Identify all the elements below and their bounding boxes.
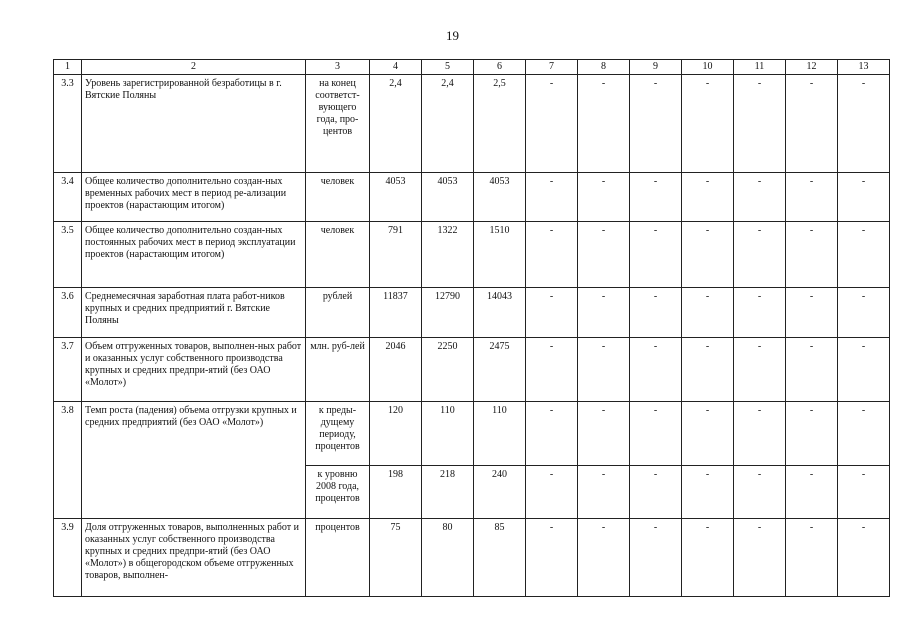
table-cell: -: [578, 75, 630, 173]
table-cell: -: [838, 338, 890, 402]
table-cell: -: [630, 519, 682, 597]
row-description: Доля отгруженных товаров, выполненных работ и оказанных услуг собственного производства крупных и средних предпри-ятий (без ОАО «Молот») в общегородском объеме отгруженных товаров, выполнен-: [82, 519, 306, 597]
row-unit: рублей: [306, 288, 370, 338]
column-header: 13: [838, 60, 890, 75]
table-cell: 85: [474, 519, 526, 597]
table-cell: -: [786, 75, 838, 173]
table-cell: 4053: [370, 173, 422, 222]
table-row: [54, 75, 890, 173]
table-cell: -: [578, 338, 630, 402]
row-unit: к преды-дущему периоду, процентов: [306, 402, 370, 466]
table-cell: 2,4: [422, 75, 474, 173]
row-number: 3.9: [54, 519, 82, 597]
table-cell: 1322: [422, 222, 474, 288]
table-cell: 80: [422, 519, 474, 597]
row-description: Общее количество дополнительно создан-ных постоянных рабочих мест в период эксплуатации проектов (нарастающим итогом): [82, 222, 306, 288]
table-cell: -: [734, 466, 786, 519]
table-cell: 4053: [422, 173, 474, 222]
table-cell: -: [578, 173, 630, 222]
row-unit: млн. руб-лей: [306, 338, 370, 402]
table-cell: 110: [474, 402, 526, 466]
table-cell: -: [838, 402, 890, 466]
row-number: 3.8: [54, 402, 82, 519]
table-cell: -: [682, 402, 734, 466]
table-cell: 198: [370, 466, 422, 519]
table-cell: -: [578, 288, 630, 338]
table-cell: 240: [474, 466, 526, 519]
column-header: 10: [682, 60, 734, 75]
table-row: [54, 519, 890, 597]
table-cell: -: [786, 519, 838, 597]
table-cell: 791: [370, 222, 422, 288]
table-cell: -: [734, 402, 786, 466]
row-description: Общее количество дополнительно создан-ных временных рабочих мест в период ре-ализации проектов (нарастающим итогом): [82, 173, 306, 222]
column-header: 7: [526, 60, 578, 75]
table-cell: 2,5: [474, 75, 526, 173]
table-cell: 2250: [422, 338, 474, 402]
table-cell: 4053: [474, 173, 526, 222]
row-description: Уровень зарегистрированной безработицы в г. Вятские Поляны: [82, 75, 306, 173]
table-cell: 110: [422, 402, 474, 466]
table-cell: -: [630, 338, 682, 402]
table-cell: -: [578, 402, 630, 466]
table-cell: -: [682, 519, 734, 597]
table-cell: 11837: [370, 288, 422, 338]
column-header: 8: [578, 60, 630, 75]
table-cell: -: [630, 173, 682, 222]
column-header: 2: [82, 60, 306, 75]
table-cell: -: [682, 338, 734, 402]
table-cell: 14043: [474, 288, 526, 338]
table-cell: -: [682, 466, 734, 519]
row-unit: на конец соответст-вующего года, про-центов: [306, 75, 370, 173]
column-header: 6: [474, 60, 526, 75]
row-unit: процентов: [306, 519, 370, 597]
table-cell: -: [734, 173, 786, 222]
table-cell: -: [630, 75, 682, 173]
table-row: [54, 402, 890, 466]
table-cell: -: [786, 222, 838, 288]
table-cell: -: [578, 222, 630, 288]
table-cell: 218: [422, 466, 474, 519]
row-description: Объем отгруженных товаров, выполнен-ных работ и оказанных услуг собственного производства крупных и средних предпри-ятий (без ОАО «Молот»): [82, 338, 306, 402]
table-row: [54, 173, 890, 222]
table-cell: -: [838, 519, 890, 597]
indicators-table: [53, 59, 890, 597]
table-cell: 2046: [370, 338, 422, 402]
table-cell: -: [838, 75, 890, 173]
table-cell: 12790: [422, 288, 474, 338]
column-header: 4: [370, 60, 422, 75]
table-cell: -: [838, 222, 890, 288]
row-unit: к уровню 2008 года, процентов: [306, 466, 370, 519]
table-cell: -: [734, 338, 786, 402]
table-cell: -: [682, 173, 734, 222]
table-cell: -: [734, 519, 786, 597]
row-description: Среднемесячная заработная плата работ-ников крупных и средних предприятий г. Вятские Поляны: [82, 288, 306, 338]
table-row: [54, 288, 890, 338]
column-header: 1: [54, 60, 82, 75]
column-header: 5: [422, 60, 474, 75]
table-cell: -: [526, 173, 578, 222]
column-header: 12: [786, 60, 838, 75]
table-cell: -: [630, 222, 682, 288]
table-cell: -: [578, 466, 630, 519]
table-cell: -: [526, 519, 578, 597]
table-cell: -: [786, 288, 838, 338]
table-cell: -: [526, 288, 578, 338]
row-description: Темп роста (падения) объема отгрузки крупных и средних предприятий (без ОАО «Молот»): [82, 402, 306, 519]
table-cell: -: [734, 222, 786, 288]
row-number: 3.5: [54, 222, 82, 288]
table-cell: -: [786, 173, 838, 222]
row-number: 3.4: [54, 173, 82, 222]
row-number: 3.6: [54, 288, 82, 338]
table-cell: -: [838, 288, 890, 338]
table-row: [54, 338, 890, 402]
table-cell: -: [786, 466, 838, 519]
header-row: [54, 60, 890, 75]
table-cell: -: [526, 75, 578, 173]
table-cell: -: [630, 402, 682, 466]
row-unit: человек: [306, 222, 370, 288]
table-cell: -: [526, 338, 578, 402]
table-cell: -: [682, 222, 734, 288]
table-cell: -: [630, 466, 682, 519]
column-header: 9: [630, 60, 682, 75]
table-cell: -: [786, 338, 838, 402]
table-cell: 2,4: [370, 75, 422, 173]
row-unit: человек: [306, 173, 370, 222]
row-number: 3.3: [54, 75, 82, 173]
table-cell: -: [526, 466, 578, 519]
table-cell: 1510: [474, 222, 526, 288]
table-cell: -: [526, 222, 578, 288]
table-cell: -: [682, 288, 734, 338]
table-cell: -: [838, 173, 890, 222]
table-cell: -: [838, 466, 890, 519]
table-cell: 2475: [474, 338, 526, 402]
table-row: [54, 222, 890, 288]
table-cell: -: [786, 402, 838, 466]
column-header: 3: [306, 60, 370, 75]
table-cell: -: [734, 75, 786, 173]
table-cell: -: [630, 288, 682, 338]
column-header: 11: [734, 60, 786, 75]
table-cell: 75: [370, 519, 422, 597]
table-cell: -: [682, 75, 734, 173]
table-cell: -: [526, 402, 578, 466]
table-cell: 120: [370, 402, 422, 466]
table-cell: -: [734, 288, 786, 338]
table-cell: -: [578, 519, 630, 597]
page-number: 19: [446, 28, 459, 43]
row-number: 3.7: [54, 338, 82, 402]
